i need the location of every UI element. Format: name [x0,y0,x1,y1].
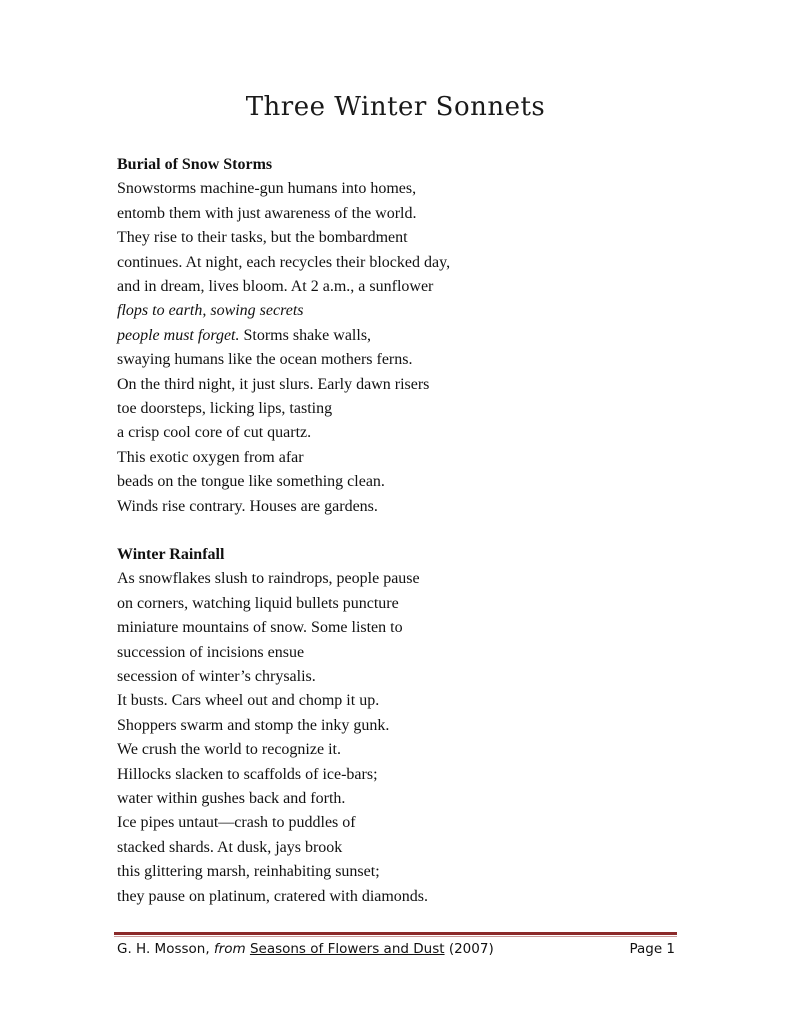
poem-heading: Winter Rainfall [117,546,225,563]
poem-line: toe doorsteps, licking lips, tasting [117,400,333,418]
poem-line [117,324,677,348]
poem-line: This exotic oxygen from afar [117,448,304,466]
poem-line: They rise to their tasks, but the bombardment [117,229,408,247]
poem-line: swaying humans like the ocean mothers ferns. [117,351,413,369]
poem-line: water within gushes back and forth. [117,790,346,808]
poem-line: Shoppers swarm and stomp the inky gunk. [117,716,390,734]
poem-winter-rainfall [117,543,677,909]
poem-line: this glittering marsh, reinhabiting sunset; [117,863,380,881]
footer-year: (2007) [444,941,494,957]
footer-rule-accent [114,936,677,937]
poem-line: Winds rise contrary. Houses are gardens. [117,497,378,515]
footer-from: from [213,941,246,957]
poem-heading: Burial of Snow Storms [117,156,273,173]
poem-line: As snowflakes slush to raindrops, people pause [117,570,420,588]
poem-line: stacked shards. At dusk, jays brook [117,838,343,856]
italic-line: flops to earth, sowing secrets [117,302,304,320]
poem-line: miniature mountains of snow. Some listen to [117,619,403,637]
footer-book-title: Seasons of Flowers and Dust [249,941,445,957]
poem-burial-of-snow-storms [117,153,677,519]
poem-line: a crisp cool core of cut quartz. [117,424,312,442]
poem-line: they pause on platinum, cratered with diamonds. [117,887,429,905]
poem-line: Snowstorms machine-gun humans into homes, [117,180,417,198]
poem-line: succession of incisions ensue [117,643,305,661]
poem-line [117,299,677,323]
page-number: Page 1 [629,941,675,957]
poem-line: On the third night, it just slurs. Early dawn risers [117,375,430,393]
poem-line: on corners, watching liquid bullets puncture [117,594,399,612]
poem-line: We crush the world to recognize it. [117,741,341,759]
poem-line: secession of winter’s chrysalis. [117,668,316,686]
poem-line: continues. At night, each recycles their blocked day, [117,253,451,271]
footer-author: G. H. Mosson, [117,941,214,957]
line-continuation: Storms shake walls, [239,326,372,344]
page-footer [117,941,677,963]
poem-line: It busts. Cars wheel out and chomp it up. [117,692,380,710]
poem-line: entomb them with just awareness of the world. [117,204,417,222]
poem-line: Hillocks slacken to scaffolds of ice-bars; [117,765,378,783]
page-title: Three Winter Sonnets [245,92,546,122]
footer-credit [117,941,494,957]
poem-line: beads on the tongue like something clean. [117,473,385,491]
poem-line: and in dream, lives bloom. At 2 a.m., a sunflower [117,278,434,296]
poem-line: Ice pipes untaut—crash to puddles of [117,814,356,832]
italic-phrase: people must forget. [117,326,240,344]
